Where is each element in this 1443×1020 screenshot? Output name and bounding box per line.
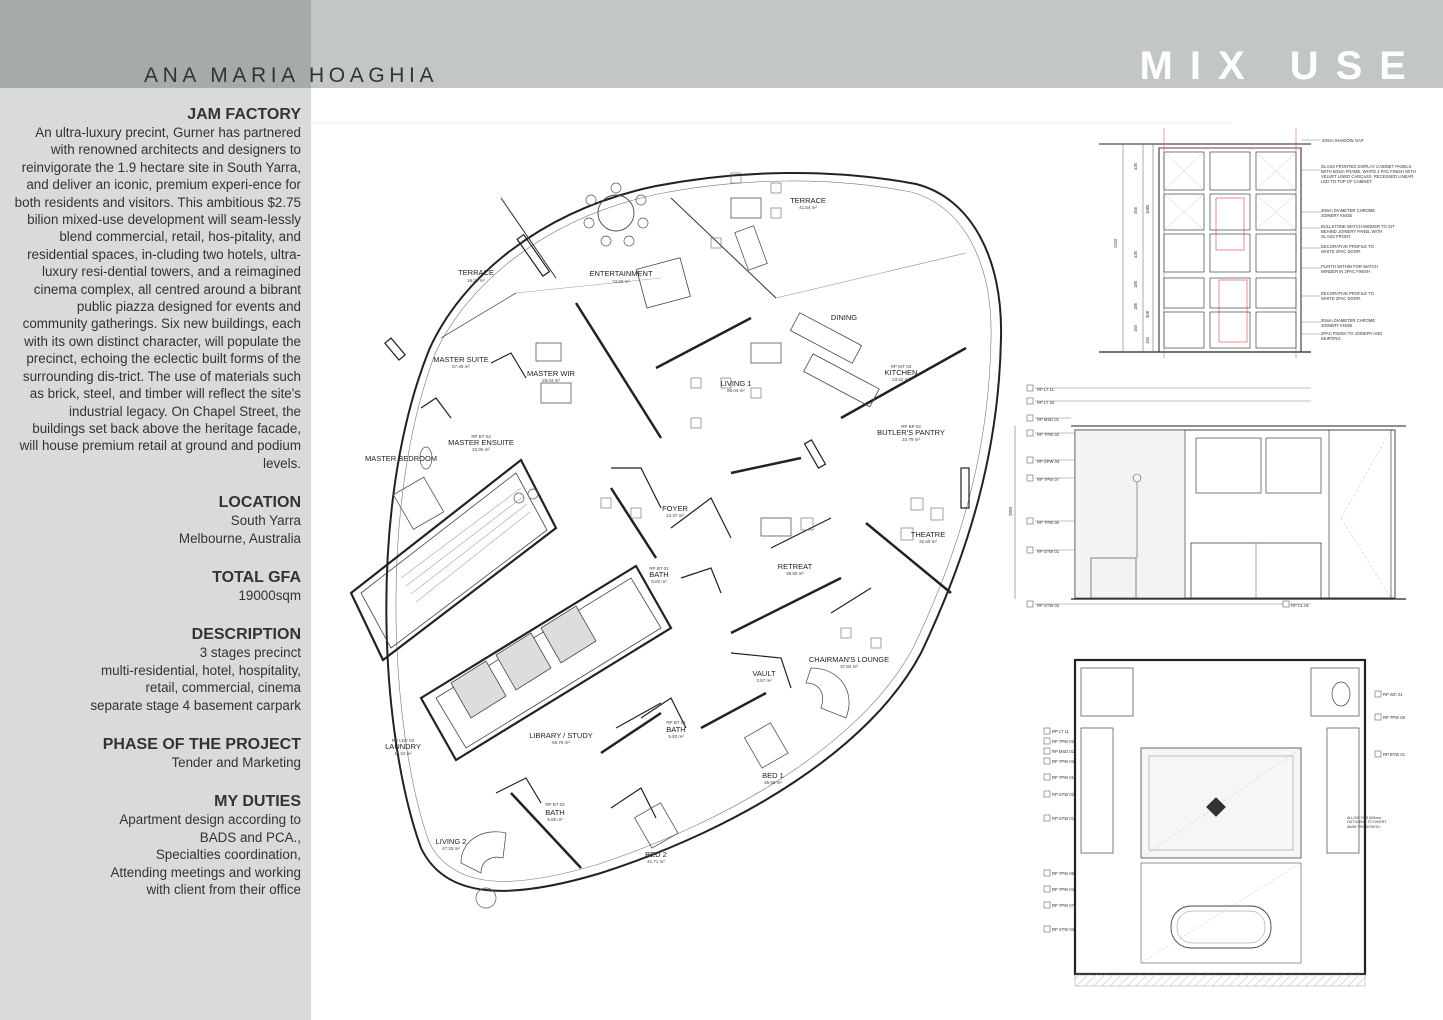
room-area: 16.28 m²: [467, 278, 485, 283]
room-area: 5.83 m²: [668, 734, 684, 739]
elev-tag: RP SPW 03: [1037, 459, 1060, 464]
plan-tag: RP WC 01: [1383, 692, 1403, 697]
plan-tag: RP BTW 01: [1383, 752, 1406, 757]
description-line: multi-residential, hotel, hospitality,: [101, 662, 301, 678]
bath-plan: [1044, 660, 1406, 986]
elev-tag: RP CL 01: [1291, 603, 1309, 608]
elev-tag: RP LT 03: [1037, 400, 1055, 405]
elev-tag: RP STW 02: [1037, 603, 1060, 608]
cabinet-note: BULLSTONE WATCH WINDER TO SIT BEHIND JOINERY PANEL WITH GLASS FRONT.: [1321, 224, 1395, 239]
duties-heading: MY DUTIES: [214, 793, 301, 811]
project-description: An ultra-luxury precint, Gurner has partnered with renowned architects and designers to reinvigorate the 1.9 hectare site in South Yarra, and deliver an iconic, premium experi-ence for both residents and visitors. This ambitious $2.75 bilion mixed-use development will seam-lessly blend commercial, retail, hos-pitality, and residential spaces, in-cluding two hotels, ultra-luxury resi-dential towers, and a reimagined cinema complex, all centred around a bibrant public piazza designed for events and community gatherings. Six new buildings, each with its own distinct character, will populate the precinct, echoing the eclectic built forms of the surrounding dis-trict. The use of materials such as brick, steel, and timber will reflect the site's industrial legacy. On Chapel Street, the buildings set back above the heritage facade, will house premium retail at ground and podium levels.: [14, 125, 301, 471]
room-name: LIBRARY / STUDY: [529, 731, 593, 740]
room-name: BATH: [649, 570, 669, 579]
room-area: 5.85 m²: [547, 817, 563, 822]
room-name: BATH: [666, 725, 686, 734]
plan-tag: RP TPW 03: [1052, 759, 1074, 764]
room-name: RETREAT: [777, 562, 813, 571]
cabinet-note-box: [1321, 318, 1391, 332]
dim-label: 435: [1133, 251, 1138, 258]
room-area: 11.34 m²: [394, 751, 412, 756]
dim-label: 160: [1133, 325, 1138, 332]
plan-tag: RP STW 03: [1052, 927, 1075, 932]
duties-line: Attending meetings and working: [110, 864, 301, 880]
dim-label: 2400: [1113, 238, 1118, 248]
elev-tag: RP LT 11: [1037, 387, 1054, 392]
author-name: ANA MARIA HOAGHIA: [144, 64, 439, 87]
dim-label: 185: [1133, 281, 1138, 288]
section-title: MIX USE: [1139, 44, 1423, 88]
dim-label: 160: [1145, 337, 1150, 344]
room-name: ENTERTAINMENT: [589, 269, 653, 278]
cabinet-note-box: [1321, 208, 1391, 222]
floor-plan: [351, 173, 1001, 908]
room-area: 32.60 m²: [919, 539, 937, 544]
room-area: 38.80 m²: [786, 571, 804, 576]
room-tag: RP LDY 03: [391, 738, 415, 743]
plan-tag: RP LT 11: [1052, 729, 1069, 734]
room-area: 74.50 m²: [612, 279, 630, 284]
room-name: MASTER ENSUITE: [448, 438, 514, 447]
room-area: 57.40 m²: [452, 364, 470, 369]
plan-note: ALLOW FOR 600mm OUTGOING TO DIVERT AWAY FROM PATIO: [1347, 816, 1387, 829]
duties-line: Specialties coordination,: [155, 847, 301, 863]
room-tag: RP BT 02: [666, 720, 686, 725]
project-title: JAM FACTORY: [187, 106, 301, 123]
plan-tag: RP TPW 01: [1052, 775, 1074, 780]
location-heading: LOCATION: [218, 494, 301, 512]
location-line: South Yarra: [230, 513, 301, 529]
room-area: 3.57 m²: [756, 678, 772, 683]
room-name: MASTER SUITE: [433, 355, 489, 364]
drawings-svg: [311, 88, 1443, 1020]
room-area: 23.79 m²: [902, 437, 920, 442]
description-line: separate stage 4 basement carpark: [90, 697, 301, 713]
room-labels: [365, 196, 945, 864]
room-area: 13.37 m²: [666, 513, 684, 518]
room-area: 37.84 m²: [840, 664, 858, 669]
dim-label: 2800: [1008, 506, 1013, 516]
room-area: 6.83 m²: [651, 579, 667, 584]
cabinet-note: GLASS FRONTED DISPLAY CABINET PANELS WITH 50mm FRAME, WHITE 2 PAC FINISH WITH VELVET LINED CARCASS, RECESSED LINEAR LED TO TOP OF CABINET.: [1321, 164, 1416, 184]
room-name: THEATRE: [910, 530, 946, 539]
plan-tag: RP TPW 04: [1052, 887, 1074, 892]
room-area: 41.54 m²: [799, 205, 817, 210]
room-area: 35.68 m²: [764, 780, 782, 785]
room-name: VAULT: [752, 669, 776, 678]
cabinet-note-box: [1321, 164, 1416, 204]
dim-label: 435: [1133, 163, 1138, 170]
room-name: KITCHEN: [884, 368, 918, 377]
room-area: 96.04 m²: [727, 388, 745, 393]
description-line: 3 stages precinct: [199, 645, 301, 661]
gfa-heading: TOTAL GFA: [212, 568, 301, 586]
cabinet-note: DECORATIVE PROFILE TO WHITE 2PAC DOOR.: [1321, 291, 1374, 301]
cabinet-note-box: [1321, 331, 1391, 345]
room-area: 47.25 m²: [442, 846, 460, 851]
phase-heading: PHASE OF THE PROJECT: [102, 735, 301, 753]
dim-label: 185: [1133, 303, 1138, 310]
room-name: LIVING 2: [435, 837, 467, 846]
elev-tag: RP TPW 02: [1037, 432, 1059, 437]
room-area: 28.04 m²: [542, 378, 560, 383]
bath-elevation: [1008, 385, 1406, 608]
room-name: TERRACE: [790, 196, 826, 205]
elev-tag: RP MSD 01: [1037, 417, 1060, 422]
room-name: BATH: [545, 808, 565, 817]
room-name: BED 1: [762, 771, 784, 780]
dim-label: 465: [1133, 207, 1138, 214]
room-tag: RP BT 03: [471, 434, 491, 439]
description-heading: DESCRIPTION: [191, 626, 301, 644]
duties-line: BADS and PCA.,: [199, 829, 301, 845]
room-name: BED 2: [645, 850, 667, 859]
cabinet-note-box: [1321, 224, 1396, 244]
plan-tag: RP TPW 05: [1383, 715, 1405, 720]
elev-tag: RP TPW 07: [1037, 477, 1059, 482]
room-area: 23.52 m²: [892, 377, 910, 382]
room-name: LIVING 1: [720, 379, 752, 388]
room-area: 22.06 m²: [472, 447, 490, 452]
room-name: CHAIRMAN'S LOUNGE: [808, 655, 890, 664]
room-name: TERRACE: [458, 268, 494, 277]
duties-line: with client from their office: [146, 882, 301, 897]
elev-tag: RP STW 01: [1037, 549, 1060, 554]
description-line: retail, commercial, cinema: [145, 680, 301, 696]
room-area: 41.71 m²: [647, 859, 665, 864]
gfa-value: 19000sqm: [238, 587, 301, 603]
cabinet-note-box: [1321, 244, 1381, 264]
cabinet-note: 20mm SHADOW GAP: [1322, 138, 1364, 143]
cabinet-note: 30mm DIAMETER CHROME JOINERY KNOB: [1321, 318, 1376, 328]
cabinet-note: DECORATIVE PROFILE TO WHITE 2PAC DOOR.: [1321, 244, 1374, 254]
cabinet-elevation: [1099, 128, 1416, 358]
elev-tag: RP TPW 05: [1037, 520, 1059, 525]
plan-tag: RP TPW 08: [1052, 871, 1074, 876]
sidebar: [0, 88, 311, 1020]
room-tag: RP BP 03: [901, 424, 921, 429]
room-name: MASTER WIR: [527, 369, 575, 378]
plan-tag: RP MSD 01: [1052, 749, 1075, 754]
room-name: DINING: [830, 313, 858, 322]
plan-note-box: [1347, 816, 1392, 836]
plan-tag: RP STW 01: [1052, 816, 1075, 821]
dim-label: 308: [1145, 311, 1150, 318]
sidebar-content: [14, 106, 301, 898]
plan-tag: RP TPW 07: [1052, 903, 1074, 908]
room-tag: RP BT 03: [545, 802, 565, 807]
plan-tag: RP STW 02: [1052, 792, 1075, 797]
cabinet-note: 2PAC FINISH TO JOINERY AND SKIRTING: [1321, 331, 1383, 341]
room-area: 56.76 m²: [552, 740, 570, 745]
cabinet-note: PLINTH WITHIN FOR WATCH WINDER IN 2PAC FINISH: [1321, 264, 1378, 274]
cabinet-note: 30mm DIAMETER CHROME JOINERY KNOB: [1321, 208, 1376, 218]
room-name: MASTER BEDROOM: [364, 454, 438, 463]
drawings-area: [311, 88, 1443, 1020]
phase-value: Tender and Marketing: [171, 754, 301, 770]
room-tag: RP KIT 03: [890, 364, 912, 369]
cabinet-note-box: [1321, 264, 1381, 284]
plan-tag: RP TPW 02: [1052, 739, 1074, 744]
room-tag: RP BT 01: [649, 566, 669, 571]
dim-label: 1080: [1145, 204, 1150, 214]
room-name: FOYER: [662, 504, 688, 513]
cabinet-note-box: [1321, 291, 1381, 311]
duties-line: Apartment design according to: [119, 812, 301, 828]
room-name: LAUNDRY: [385, 742, 421, 751]
room-name: BUTLER'S PANTRY: [877, 428, 945, 437]
location-line: Melbourne, Australia: [178, 530, 301, 546]
